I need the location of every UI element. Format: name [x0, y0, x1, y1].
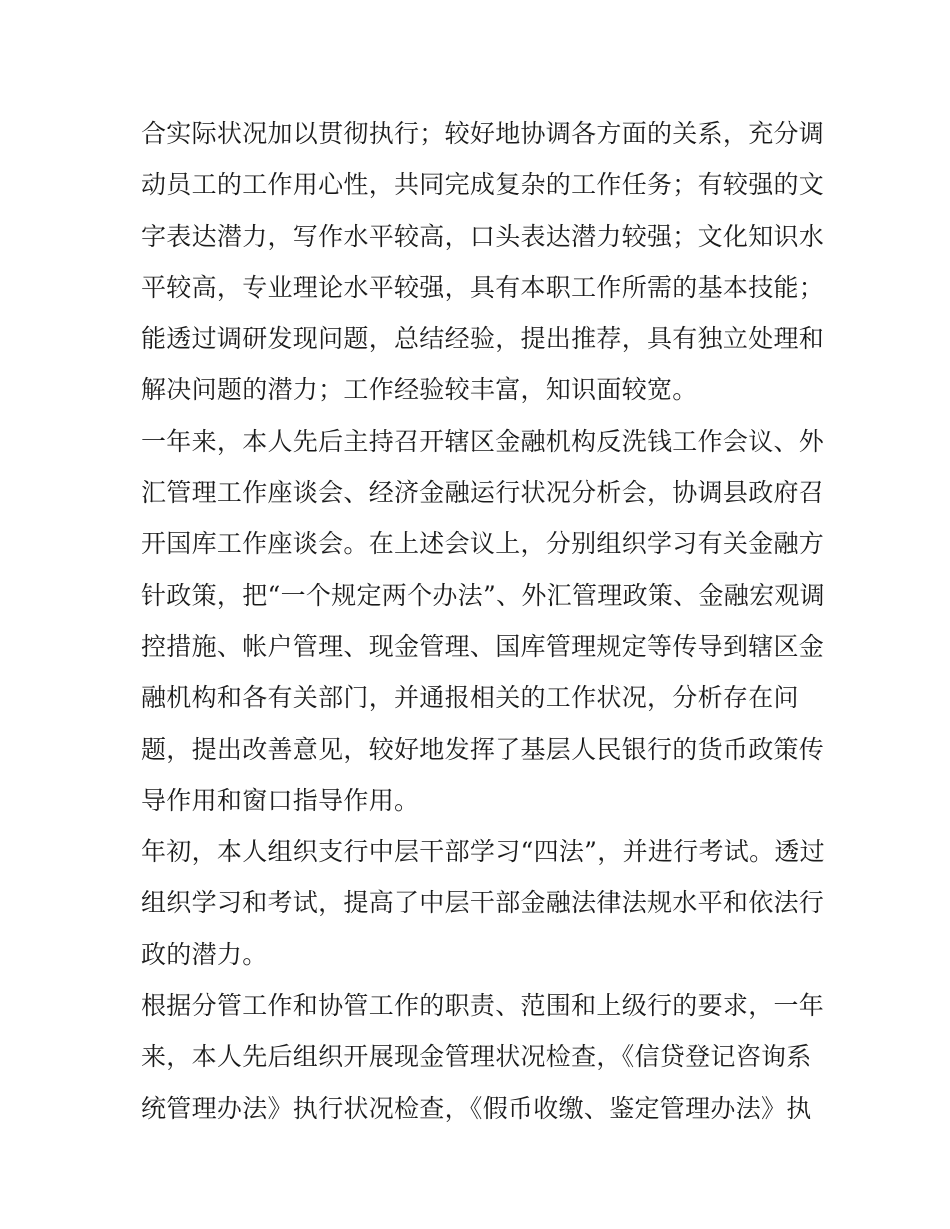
text-line: 控措施、帐户管理、现金管理、国库管理规定等传导到辖区金 — [141, 631, 825, 661]
text-line: 能透过调研发现问题，总结经验，提出推荐，具有独立处理和 — [141, 324, 825, 354]
text-line: 政的潜力。 — [141, 939, 268, 969]
text-line: 一年来，本人先后主持召开辖区金融机构反洗钱工作会议、外 — [141, 426, 825, 456]
text-line: 来，本人先后组织开展现金管理状况检查，《信贷登记咨询系 — [141, 1042, 812, 1072]
text-line: 题，提出改善意见，较好地发挥了基层人民银行的货币政策传 — [141, 734, 825, 764]
document-body-text — [141, 108, 825, 1134]
text-line: 统管理办法》执行状况检查，《假币收缴、鉴定管理办法》执 — [141, 1093, 812, 1123]
text-line: 年初，本人组织支行中层干部学习“四法”，并进行考试。透过 — [141, 837, 825, 867]
text-line: 合实际状况加以贯彻执行；较好地协调各方面的关系，充分调 — [141, 119, 825, 148]
text-line: 针政策，把“一个规定两个办法”、外汇管理政策、金融宏观调 — [141, 580, 825, 610]
text-line: 根据分管工作和协管工作的职责、范围和上级行的要求，一年 — [141, 991, 825, 1021]
text-line: 汇管理工作座谈会、经济金融运行状况分析会，协调县政府召 — [141, 478, 825, 508]
text-line: 导作用和窗口指导作用。 — [141, 785, 420, 815]
text-line: 字表达潜力，写作水平较高，口头表达潜力较强；文化知识水 — [141, 221, 825, 251]
text-line: 平较高，专业理论水平较强，具有本职工作所需的基本技能； — [141, 272, 825, 302]
text-line: 融机构和各有关部门，并通报相关的工作状况，分析存在问 — [141, 683, 799, 713]
text-line: 解决问题的潜力；工作经验较丰富，知识面较宽。 — [141, 375, 698, 405]
text-line: 组织学习和考试，提高了中层干部金融法律法规水平和依法行 — [141, 888, 825, 918]
text-line: 动员工的工作用心性，共同完成复杂的工作任务；有较强的文 — [141, 170, 825, 200]
text-line: 开国库工作座谈会。在上述会议上，分别组织学习有关金融方 — [141, 529, 825, 559]
